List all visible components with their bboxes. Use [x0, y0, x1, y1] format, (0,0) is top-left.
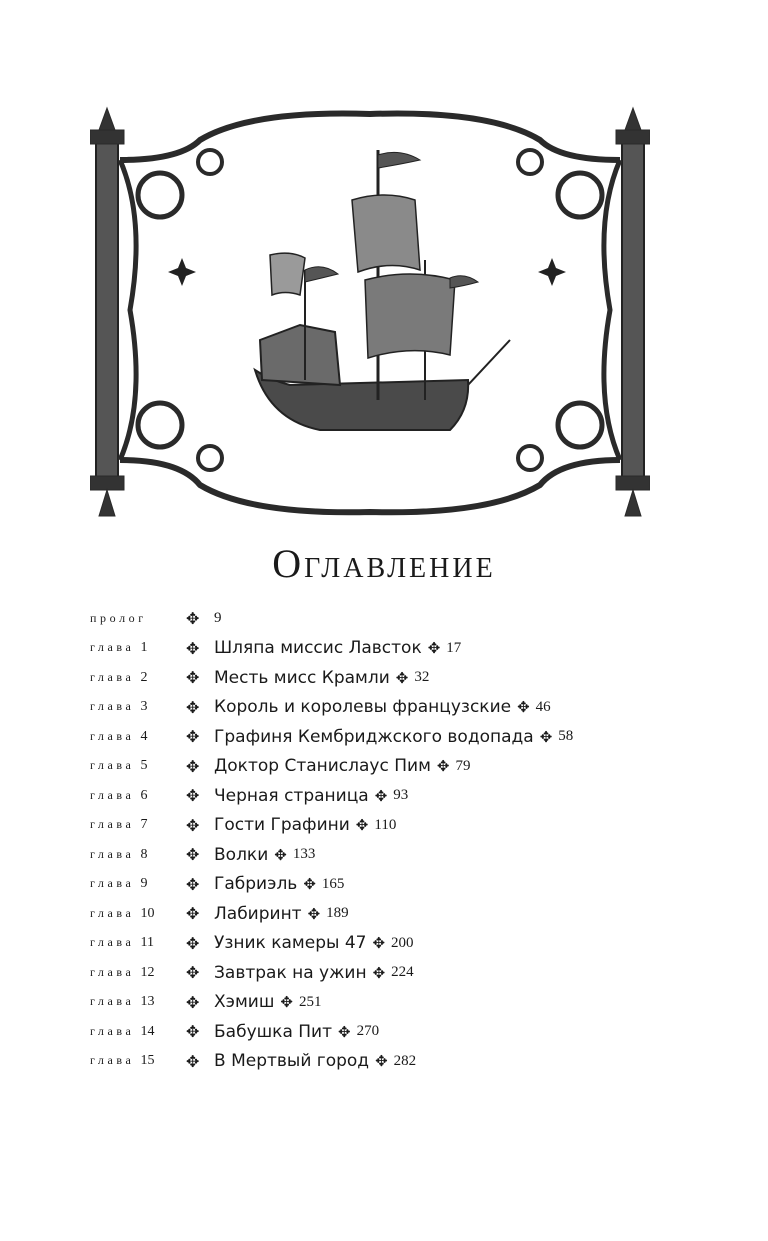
toc-chapter-number: 13	[140, 994, 155, 1010]
toc-chapter-number: 12	[140, 964, 155, 980]
toc-page-number: 32	[414, 669, 430, 686]
toc-entry[interactable]	[90, 988, 730, 1018]
toc-page-number: 270	[356, 1023, 380, 1040]
toc-label-word: глава	[90, 787, 135, 802]
toc-entry[interactable]	[90, 663, 730, 693]
toc-entry-label	[90, 817, 186, 833]
toc-entry[interactable]	[90, 929, 730, 959]
toc-chapter-title: Бабушка Пит	[214, 1021, 333, 1042]
ornament-separator-icon: ✥	[186, 786, 200, 806]
toc-chapter-title: Графиня Кембриджского водопада	[214, 726, 534, 747]
ornament-separator-icon: ✥	[186, 992, 200, 1012]
toc-label-word: глава	[90, 1053, 135, 1068]
toc-entry[interactable]	[90, 811, 730, 841]
ornament-separator-icon: ✥	[338, 1022, 351, 1041]
toc-entry-label	[90, 1024, 186, 1040]
toc-chapter-number: 14	[140, 1023, 155, 1039]
toc-page-number: 93	[393, 787, 409, 804]
toc-chapter-number: 15	[140, 1053, 155, 1069]
toc-entry-label	[90, 699, 186, 715]
ornament-separator-icon: ✥	[395, 668, 409, 687]
ornament-separator-icon: ✥	[280, 993, 293, 1012]
toc-chapter-number: 7	[140, 817, 148, 833]
ornament-separator-icon: ✥	[372, 934, 386, 953]
toc-page-number: 46	[535, 698, 551, 715]
ornament-separator-icon: ✥	[186, 933, 200, 953]
toc-entry-label	[90, 876, 186, 892]
toc-label-word: глава	[90, 699, 135, 714]
toc-chapter-title: Месть мисс Крамли	[214, 667, 390, 688]
ornament-separator-icon: ✥	[186, 874, 200, 894]
toc-entry-label	[90, 729, 186, 745]
toc-entry[interactable]	[90, 634, 730, 664]
toc-label-word: глава	[90, 669, 135, 684]
ornament-separator-icon: ✥	[186, 756, 200, 776]
toc-label-word: глава	[90, 876, 135, 891]
toc-chapter-title: В Мертвый город	[214, 1051, 370, 1072]
ornament-separator-icon: ✥	[186, 845, 200, 865]
toc-page-number: 251	[298, 993, 322, 1010]
toc-label-word: глава	[90, 1023, 135, 1038]
toc-entry[interactable]	[90, 958, 730, 988]
toc-chapter-number: 5	[140, 758, 148, 774]
toc-chapter-number: 4	[140, 728, 148, 744]
toc-chapter-title: Узник камеры 47	[214, 933, 367, 954]
ornament-separator-icon: ✥	[303, 875, 316, 894]
toc-entry-label	[90, 670, 186, 686]
toc-chapter-number: 3	[140, 699, 148, 715]
toc-page-number: 79	[455, 757, 471, 774]
toc-chapter-title: Лабиринт	[214, 903, 302, 924]
ornament-separator-icon: ✥	[427, 639, 441, 658]
ornament-separator-icon: ✥	[307, 904, 321, 923]
toc-entry-label	[90, 1053, 186, 1069]
toc-entry-label	[90, 640, 186, 656]
toc-entry[interactable]	[90, 722, 730, 752]
ship	[255, 150, 510, 430]
toc-entry[interactable]	[90, 1017, 730, 1047]
ornament-separator-icon: ✥	[186, 727, 200, 747]
toc-page-number: 165	[321, 875, 345, 892]
toc-entry-label	[90, 847, 186, 863]
ornament-separator-icon: ✥	[186, 697, 200, 717]
toc-chapter-number: 9	[140, 876, 148, 892]
toc-entry-label	[90, 788, 186, 804]
ornament-separator-icon: ✥	[355, 816, 369, 835]
ornament-separator-icon: ✥	[186, 815, 200, 835]
ornament-separator-icon: ✥	[186, 638, 200, 658]
toc-chapter-title: Габриэль	[214, 874, 298, 895]
toc-label-word: пролог	[90, 611, 147, 626]
toc-page-number: 9	[214, 610, 222, 627]
toc-label-word: глава	[90, 758, 135, 773]
toc-page-number: 110	[374, 816, 397, 833]
ornament-separator-icon: ✥	[517, 698, 530, 717]
page-title: Оглавление	[272, 541, 496, 586]
toc-chapter-number: 1	[140, 640, 148, 656]
toc-chapter-number: 2	[140, 669, 148, 685]
ship-illustration	[90, 100, 650, 530]
toc-page-number: 17	[446, 639, 462, 656]
toc-label-word: глава	[90, 994, 135, 1009]
ornament-separator-icon: ✥	[274, 845, 287, 864]
toc-chapter-title: Гости Графини	[214, 815, 350, 836]
toc-entry[interactable]	[90, 1047, 730, 1077]
ornament-separator-icon: ✥	[186, 904, 200, 924]
toc-entry[interactable]	[90, 899, 730, 929]
toc-label-word: глава	[90, 846, 135, 861]
toc-entry-label	[90, 611, 186, 626]
toc-page-number: 282	[393, 1052, 417, 1069]
toc-entry[interactable]	[90, 781, 730, 811]
toc-entry-label	[90, 758, 186, 774]
star-decoration-right	[538, 258, 566, 286]
ornament-separator-icon: ✥	[186, 668, 200, 688]
toc-label-word: глава	[90, 817, 135, 832]
toc-chapter-number: 6	[140, 787, 148, 803]
toc-chapter-title: Шляпа миссис Лавсток	[214, 638, 422, 659]
toc-entry[interactable]	[90, 693, 730, 723]
toc-entry-label	[90, 994, 186, 1010]
ornament-separator-icon: ✥	[186, 609, 200, 629]
toc-chapter-title: Хэмиш	[214, 992, 275, 1013]
toc-entry-label	[90, 935, 186, 951]
toc-chapter-title: Волки	[214, 844, 269, 865]
toc-page-number: 200	[391, 934, 414, 951]
toc-entry[interactable]	[90, 604, 730, 634]
toc-page-number: 58	[558, 728, 574, 745]
toc-chapter-title: Черная страница	[214, 785, 369, 806]
toc-chapter-number: 8	[140, 846, 148, 862]
ornament-separator-icon: ✥	[186, 1051, 200, 1071]
toc-label-word: глава	[90, 728, 135, 743]
toc-entry-label	[90, 965, 186, 981]
ornament-separator-icon: ✥	[375, 1052, 388, 1071]
toc-label-word: глава	[90, 905, 135, 920]
toc-label-word: глава	[90, 935, 135, 950]
toc-chapter-title: Доктор Станислаус Пим	[214, 756, 431, 777]
toc-label-word: глава	[90, 640, 135, 655]
toc-chapter-number: 10	[140, 905, 155, 921]
toc-label-word: глава	[90, 964, 135, 979]
toc-entry[interactable]	[90, 840, 730, 870]
ornament-separator-icon: ✥	[186, 963, 200, 983]
ornament-separator-icon: ✥	[186, 1022, 200, 1042]
toc-entry[interactable]	[90, 870, 730, 900]
ornament-separator-icon: ✥	[539, 727, 553, 746]
toc-page-number: 133	[292, 846, 316, 863]
toc-chapter-number: 11	[140, 935, 154, 951]
toc-entry[interactable]	[90, 752, 730, 782]
toc-chapter-title: Король и королевы французские	[214, 697, 512, 718]
toc-page-number: 189	[326, 905, 349, 922]
toc-page-number: 224	[391, 964, 414, 981]
toc-entry-label	[90, 906, 186, 922]
ornament-separator-icon: ✥	[374, 786, 388, 805]
toc-chapter-title: Завтрак на ужин	[214, 962, 367, 983]
toc-list	[90, 604, 730, 1076]
star-decoration-left	[168, 258, 196, 286]
ornament-separator-icon: ✥	[372, 963, 386, 982]
ornament-separator-icon: ✥	[436, 757, 450, 776]
